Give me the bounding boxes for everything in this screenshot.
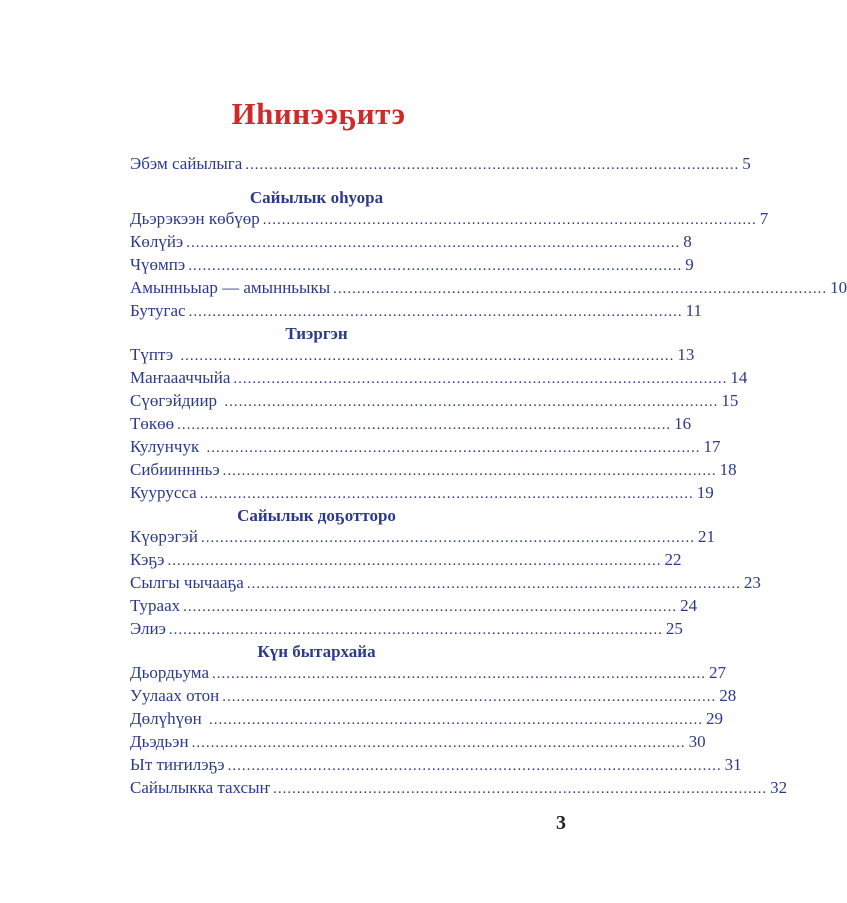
toc-entry[interactable]	[130, 730, 706, 753]
toc-entry-label: Ыт тиҥилэҕэ	[130, 755, 225, 774]
toc-entry-page: 28	[719, 686, 737, 705]
leader-dots: ........................................................................................................	[206, 440, 701, 456]
toc-entry[interactable]	[130, 753, 742, 776]
toc-entry-label: Күөрэгэй	[130, 527, 198, 546]
section-heading: Сайылык доҕотторо	[237, 506, 396, 525]
toc-entry-label: Тураах	[130, 596, 181, 615]
leader-dots: ........................................................................................................	[262, 212, 757, 228]
toc-entry-label: Сылгы чычааҕа	[130, 573, 244, 592]
toc-entry-page: 27	[709, 663, 726, 682]
section-heading: Сайылык оһуора	[249, 188, 384, 207]
toc-entry-page: 17	[703, 437, 721, 456]
leader-dots: ........................................................................................................	[188, 304, 683, 320]
toc-entry[interactable]	[130, 366, 748, 389]
toc-entry[interactable]	[130, 481, 714, 504]
toc-entry[interactable]	[130, 389, 739, 412]
toc-entry[interactable]	[130, 684, 737, 707]
toc-entry-label: Амынньыар — амынньыкы	[130, 278, 331, 297]
toc-entry-label: Дьэрэкээн көбүөр	[130, 209, 260, 228]
toc-entry[interactable]	[130, 435, 721, 458]
toc-entry-label: Сайылыкка тахсыҥ	[130, 778, 271, 797]
toc-entry-label: Түптэ	[130, 345, 178, 364]
leader-dots: ........................................................................................................	[222, 463, 717, 479]
leader-dots: ........................................................................................................	[208, 712, 703, 728]
toc-entry-page: 10	[830, 278, 847, 297]
toc-entry-page: 22	[664, 550, 682, 569]
leader-dots: ........................................................................................................	[224, 394, 719, 410]
section-heading: Тиэргэн	[285, 324, 348, 343]
toc-entry[interactable]	[130, 617, 683, 640]
toc-entry-page: 9	[685, 255, 694, 274]
toc-entry-page: 30	[688, 732, 706, 751]
toc-entry-label: Көлүйэ	[130, 232, 184, 251]
leader-dots: ........................................................................................................	[333, 281, 828, 297]
toc-entry-page: 32	[770, 778, 788, 797]
toc-entry[interactable]	[130, 594, 698, 617]
leader-dots: ........................................................................................................	[168, 622, 663, 638]
leader-dots: ........................................................................................................	[183, 599, 678, 615]
toc-entry-page: 5	[742, 154, 751, 173]
toc-entry[interactable]	[130, 776, 788, 799]
toc-section-1	[130, 207, 847, 322]
toc-entry-label: Кэҕэ	[130, 550, 165, 569]
toc-entry[interactable]	[130, 707, 723, 730]
toc-entry[interactable]	[130, 412, 692, 435]
toc-entry-page: 7	[759, 209, 769, 228]
toc-entry-page: 13	[677, 345, 695, 364]
leader-dots: ........................................................................................................	[167, 553, 662, 569]
toc-entry-label: Сибииннньэ	[130, 460, 220, 479]
toc-section-2	[130, 343, 748, 504]
toc-entry-label: Сүөгэйдиир	[130, 391, 222, 410]
toc-entry-label: Уулаах отон	[130, 686, 220, 705]
leader-dots: ........................................................................................................	[191, 735, 686, 751]
toc-entry[interactable]	[130, 230, 692, 253]
toc-entry[interactable]	[130, 661, 726, 684]
toc-intro	[130, 152, 751, 175]
toc-entry-label: Чүөмпэ	[130, 255, 186, 274]
toc-entry-label: Кулунчук	[130, 437, 204, 456]
toc-section-3	[130, 525, 761, 640]
leader-dots: ........................................................................................................	[186, 235, 681, 251]
page-title: Иһинээҕитэ	[231, 96, 406, 131]
leader-dots: ........................................................................................................	[199, 486, 694, 502]
toc-entry-label: Эбэм сайылыга	[130, 154, 243, 173]
toc-entry[interactable]	[130, 253, 694, 276]
toc-entry[interactable]	[130, 299, 702, 322]
toc-entry-label: Маҥаааччыйа	[130, 368, 231, 387]
toc-entry-label: Төкөө	[130, 414, 175, 433]
toc-entry-page: 21	[697, 527, 715, 546]
toc-entry-page: 18	[719, 460, 737, 479]
leader-dots: ........................................................................................................	[273, 781, 768, 797]
toc-entry[interactable]	[130, 525, 715, 548]
toc-entry-page: 23	[743, 573, 761, 592]
section-heading: Күн бытархайа	[257, 642, 376, 661]
toc-entry[interactable]	[130, 458, 737, 481]
leader-dots: ........................................................................................................	[188, 258, 683, 274]
toc-entry-label: Бутугас	[130, 301, 186, 320]
leader-dots: ........................................................................................................	[200, 530, 695, 546]
toc-entry-page: 14	[730, 368, 748, 387]
toc-section-4	[130, 661, 788, 799]
toc-entry[interactable]	[130, 276, 847, 299]
page-number: 3	[556, 812, 566, 834]
toc-entry[interactable]	[130, 207, 769, 230]
leader-dots: ........................................................................................................	[180, 348, 675, 364]
leader-dots: ........................................................................................................	[222, 689, 717, 705]
toc-entry-page: 31	[724, 755, 742, 774]
toc-entry[interactable]	[130, 571, 761, 594]
toc-entry-page: 25	[665, 619, 683, 638]
toc-entry[interactable]	[130, 343, 695, 366]
toc-entry-label: Куурусса	[130, 483, 197, 502]
toc-entry-page: 15	[721, 391, 739, 410]
toc-entry[interactable]	[130, 548, 682, 571]
toc-entry[interactable]	[130, 152, 751, 175]
toc-entry-label: Дөлүһүөн	[130, 709, 206, 728]
toc-entry-page: 29	[705, 709, 723, 728]
toc-entry-page: 16	[674, 414, 692, 433]
leader-dots: ........................................................................................................	[233, 371, 728, 387]
leader-dots: ........................................................................................................	[177, 417, 672, 433]
toc-entry-label: Элиэ	[130, 619, 166, 638]
leader-dots: ........................................................................................................	[246, 576, 741, 592]
toc-entry-page: 24	[680, 596, 698, 615]
toc-entry-label: Дьордьума	[130, 663, 209, 682]
leader-dots: ........................................................................................................	[212, 666, 706, 682]
toc-entry-page: 8	[683, 232, 692, 251]
leader-dots: ........................................................................................................	[245, 157, 740, 173]
leader-dots: ........................................................................................................	[227, 758, 722, 774]
toc-entry-page: 11	[685, 301, 702, 320]
toc-entry-label: Дьэдьэн	[130, 732, 189, 751]
toc-entry-page: 19	[696, 483, 714, 502]
